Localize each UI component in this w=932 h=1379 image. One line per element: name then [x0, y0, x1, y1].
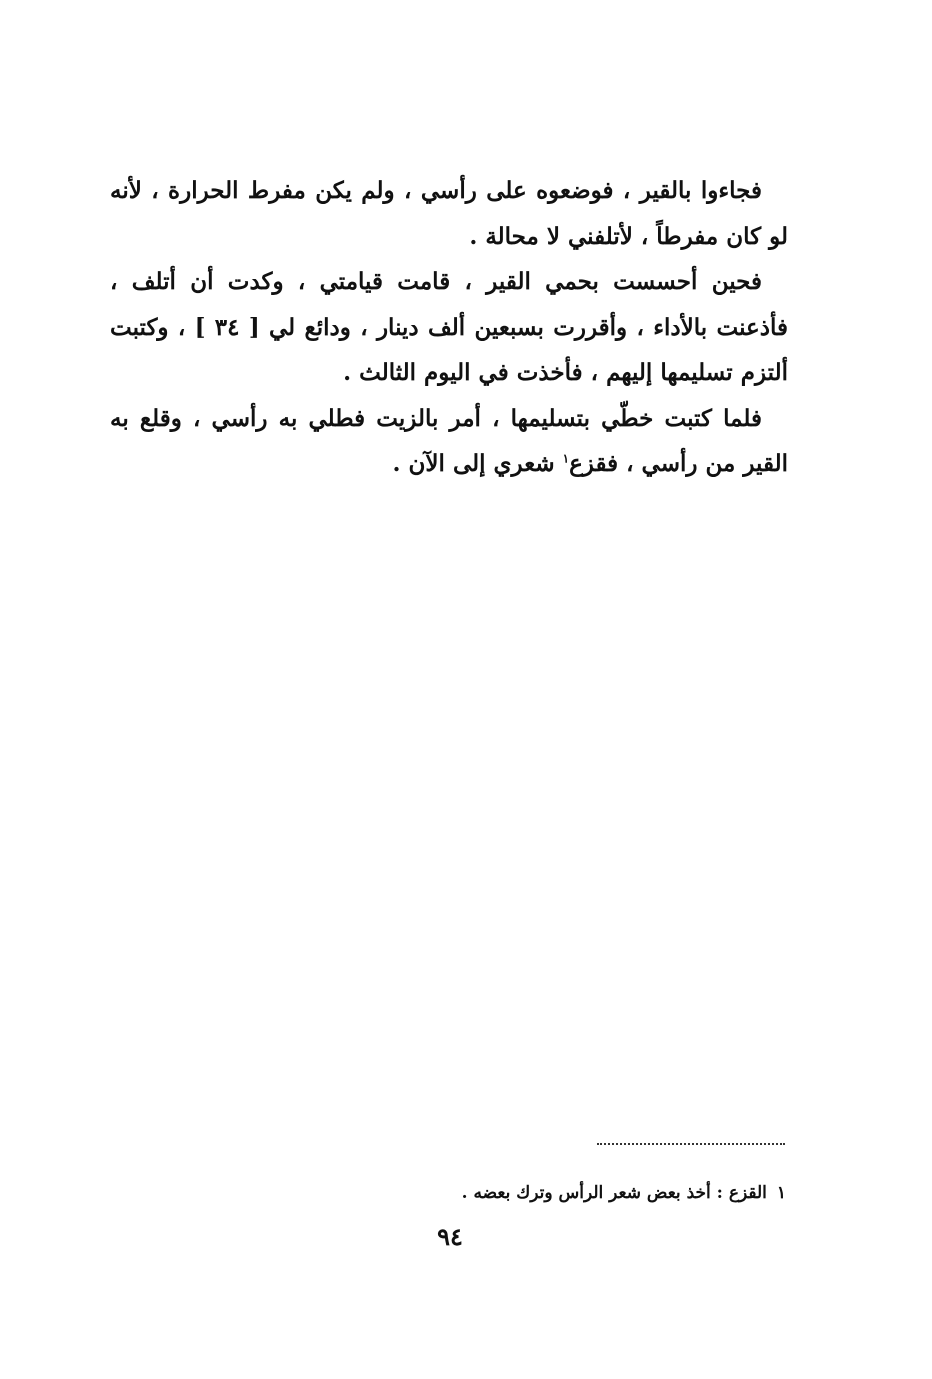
footnote-separator: [597, 1143, 785, 1145]
footnote-text: القزع : أخذ بعض شعر الرأس وترك بعضه .: [461, 1183, 767, 1203]
footnote: [300, 1178, 786, 1208]
footnote-number: ١: [776, 1183, 786, 1203]
paragraph-3-tail: شعري إلى الآن .: [392, 450, 563, 477]
paragraph-2: فحين أحسست بحمي القير ، قامت قيامتي ، وكدت أن أتلف ، فأذعنت بالأداء ، وأقررت بسبعين ألف دينار ، ودائع لي [ ٣٤ ] ، وكتبت ألتزم تسليمها إليهم ، فأخذت في اليوم الثالث .: [110, 268, 788, 386]
paragraph-3-text: فلما كتبت خطّي بتسليمها ، أمر بالزيت فطلي به رأسي ، وقلع به القير من رأسي ، فقزع: [110, 404, 788, 477]
paragraph-1: فجاءوا بالقير ، فوضعوه على رأسي ، ولم يكن مفرط الحرارة ، لأنه لو كان مفرطاً ، لأتلفني لا محالة .: [110, 177, 788, 250]
paragraph-3: [110, 396, 788, 487]
page-number: ٩٤: [437, 1222, 463, 1251]
footnote-marker: ١: [562, 451, 570, 466]
main-text: [110, 168, 788, 487]
